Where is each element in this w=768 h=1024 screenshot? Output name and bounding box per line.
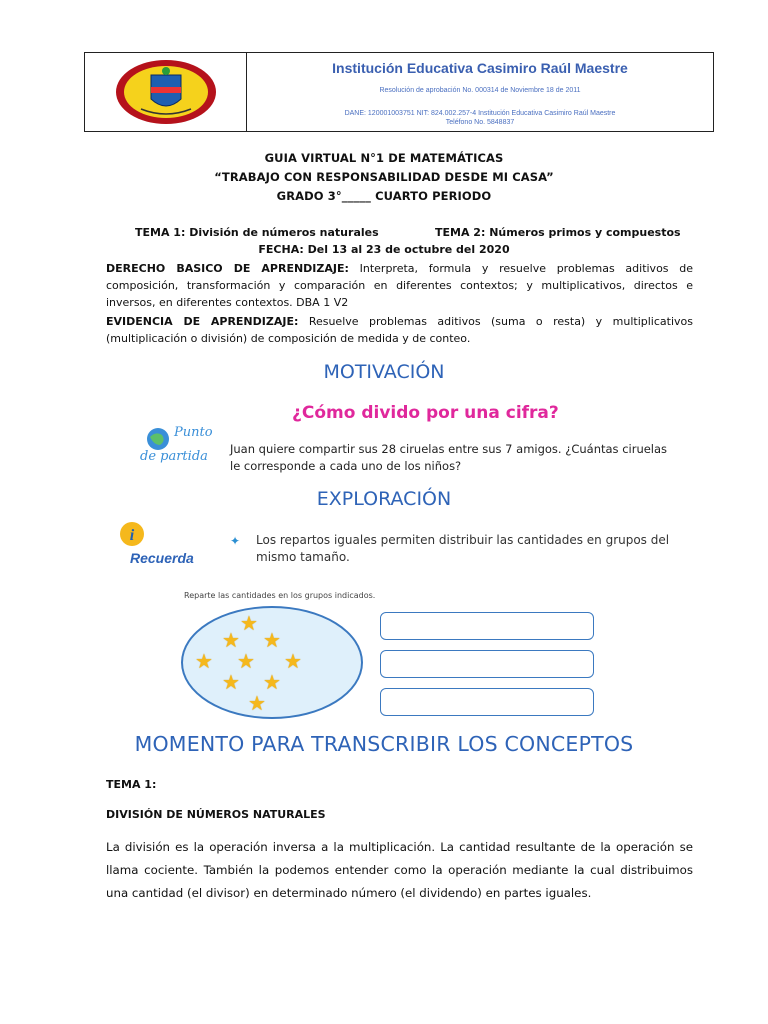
question-title: ¿Cómo divido por una cifra? (292, 403, 559, 423)
division-subtitle: DIVISIÓN DE NÚMEROS NATURALES (106, 808, 326, 821)
info-icon (118, 520, 148, 550)
dba-label: DERECHO BASICO DE APRENDIZAJE: (106, 262, 349, 275)
resolution-text: Resolución de aprobación No. 000314 de Noviembre 18 de 2011 (379, 87, 581, 94)
guide-slogan: “TRABAJO CON RESPONSABILIDAD DESDE MI CASA” (214, 170, 554, 184)
star-icon: ★ (222, 672, 240, 694)
star-icon: ★ (263, 672, 281, 694)
evidencia-text: Resuelve problemas aditivos (suma o resta) y multiplicativos (multiplicación o división) de composición de medida y de conteo. (106, 315, 693, 345)
reparte-instruction: Reparte las cantidades en los grupos indicados. (184, 591, 376, 600)
school-logo (85, 53, 247, 131)
star-icon: ★ (237, 651, 255, 673)
division-definition: La división es la operación inversa a la multiplicación. La cantidad resultante de la operación se llama cociente. También la podemos entender como la operación mediante la cual distribuimos una cantidad (el divisor) en determinado número (el dividendo) en partes iguales. (106, 840, 693, 900)
recuerda-text: Los repartos iguales permiten distribuir las cantidades en grupos del mismo tamaño. (256, 533, 670, 564)
tema-2: TEMA 2: Números primos y compuestos (435, 226, 681, 239)
diamond-bullet-icon: ✦ (230, 534, 241, 548)
svg-text:i: i (129, 527, 135, 544)
partida-label: de partida (140, 449, 208, 464)
dane-line: DANE: 120001003751 NIT: 824.002.257-4 Institución Educativa Casimiro Raúl Maestre (344, 110, 616, 117)
school-name: Institución Educativa Casimiro Raúl Maestre (332, 60, 628, 76)
guide-title: GUIA VIRTUAL N°1 DE MATEMÁTICAS (264, 151, 504, 165)
motivacion-heading: MOTIVACIÓN (323, 361, 445, 383)
tema-1-label: TEMA 1: (106, 778, 157, 791)
question-text: Juan quiere compartir sus 28 ciruelas entre sus 7 amigos. ¿Cuántas ciruelas le corresponde a cada uno de los niños? (230, 442, 668, 473)
header-info (247, 53, 713, 131)
star-icon: ★ (240, 613, 258, 635)
fecha: FECHA: Del 13 al 23 de octubre del 2020 (258, 243, 510, 256)
group-box[interactable] (380, 688, 594, 716)
star-icon: ★ (222, 630, 240, 652)
star-icon: ★ (284, 651, 302, 673)
recuerda-label: Recuerda (130, 550, 194, 566)
phone-line: Teléfono No. 5848837 (445, 119, 515, 126)
dba-text: Interpreta, formula y resuelve problemas aditivos de composición, transformación y comparación en diferentes contextos; y multiplicativos, directos e inversos, en diferentes contextos. DBA 1 V2 (106, 262, 694, 309)
punto-de-partida-badge (140, 425, 220, 473)
star-icon: ★ (263, 630, 281, 652)
dba-paragraph (106, 260, 693, 311)
momento-heading: MOMENTO PARA TRANSCRIBIR LOS CONCEPTOS (134, 732, 634, 756)
school-crest-icon (111, 57, 221, 127)
group-box[interactable] (380, 612, 594, 640)
group-box[interactable] (380, 650, 594, 678)
recuerda-badge (118, 520, 228, 580)
document-header (84, 52, 714, 132)
evidencia-label: EVIDENCIA DE APRENDIZAJE: (106, 315, 299, 328)
star-icon: ★ (248, 693, 266, 715)
guide-grade: GRADO 3°_____ CUARTO PERIODO (276, 189, 492, 203)
dane-text (247, 109, 713, 127)
tema-1: TEMA 1: División de números naturales (135, 226, 379, 239)
evidencia-paragraph (106, 313, 693, 347)
punto-label: Punto (174, 425, 213, 440)
star-icon: ★ (195, 651, 213, 673)
exploracion-heading: EXPLORACIÓN (316, 488, 452, 510)
